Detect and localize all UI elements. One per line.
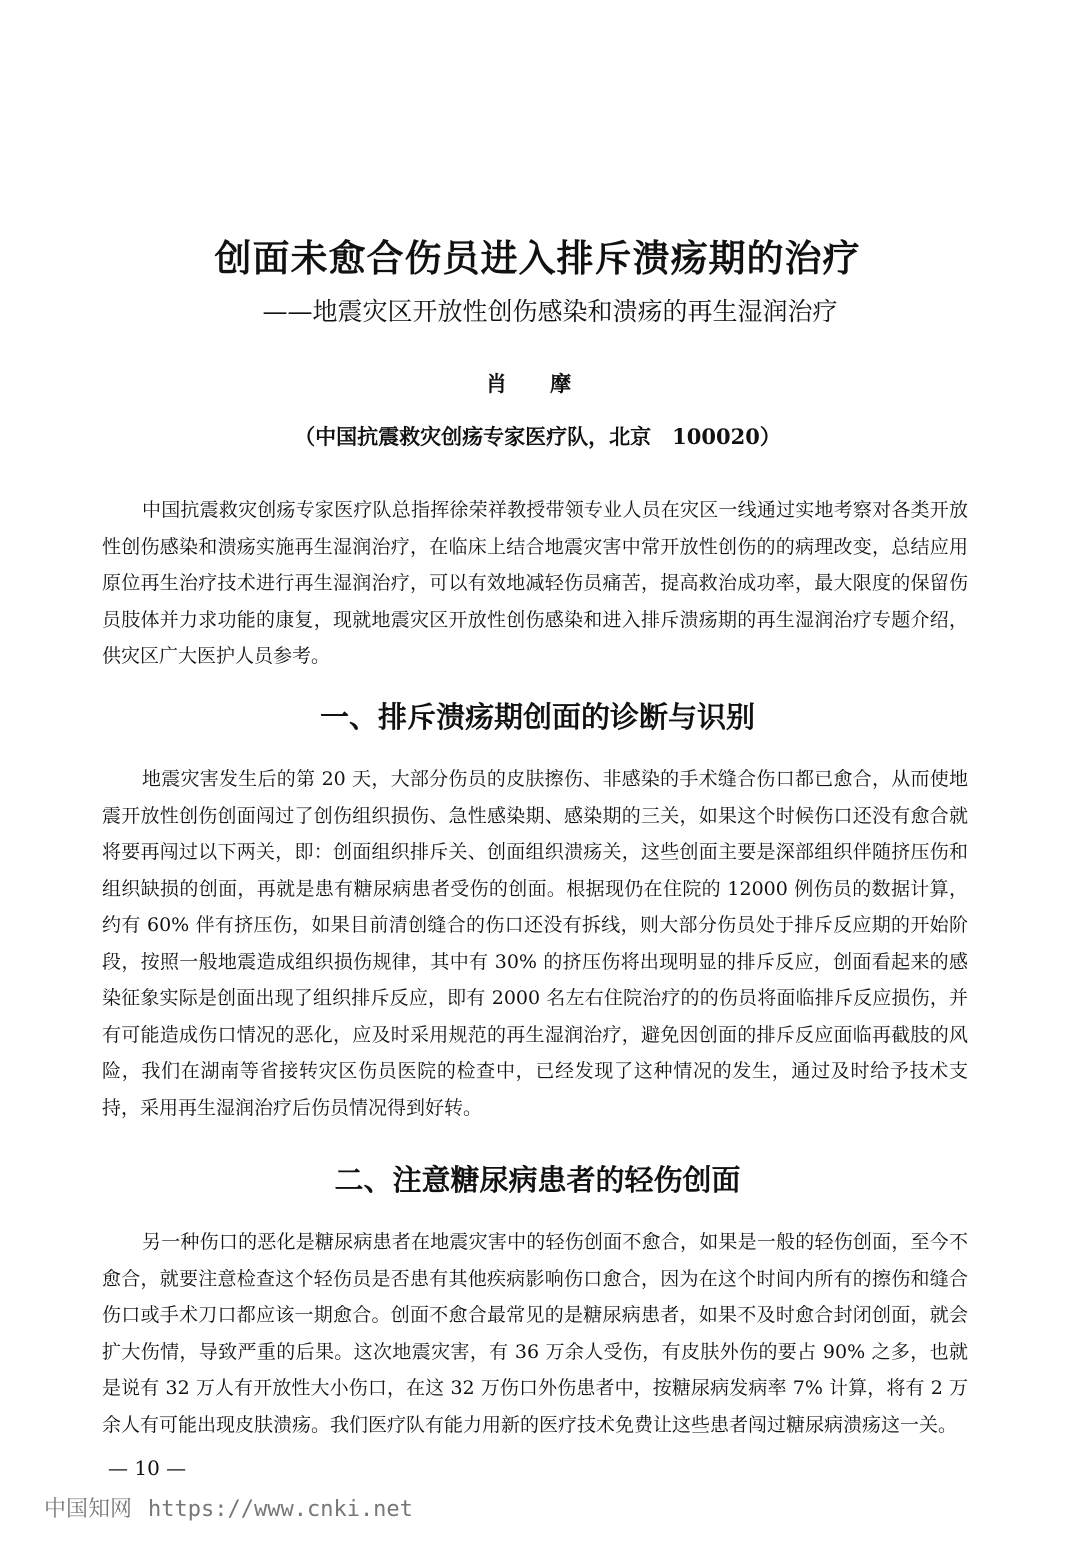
intro-paragraph: 中国抗震救灾创疡专家医疗队总指挥徐荣祥教授带领专业人员在灾区一线通过实地考察对各类开放性创伤感染和溃疡实施再生湿润治疗，在临床上结合地震灾害中常开放性创伤的的病理改变，总结应用原位再生治疗技术进行再生湿润治疗，可以有效地减轻伤员痛苦，提高救治成功率，最大限度的保留伤员肢体并力求功能的康复，现就地震灾区开放性创伤感染和进入排斥溃疡期的再生湿润治疗专题介绍，供灾区广大医护人员参考。	[102, 499, 968, 667]
section-2-heading: 二、注意糖尿病患者的轻伤创面	[334, 1163, 741, 1197]
cnki-watermark	[44, 1492, 413, 1523]
section-2-paragraph: 另一种伤口的恶化是糖尿病患者在地震灾害中的轻伤创面不愈合，如果是一般的轻伤创面，至今不愈合，就要注意检查这个轻伤员是否患有其他疾病影响伤口愈合，因为在这个时间内所有的擦伤和缝合伤口或手术刀口都应该一期愈合。创面不愈合最常见的是糖尿病患者，如果不及时愈合封闭创面，就会扩大伤情，导致严重的后果。这次地震灾害，有 36 万余人受伤，有皮肤外伤的要占 90% 之多，也就是说有 32 万人有开放性大小伤口，在这 32 万伤口外伤患者中，按糖尿病发病率 7% 计算，将有 2 万余人有可能出现皮肤溃疡。我们医疗队有能力用新的医疗技术免费让这些患者闯过糖尿病溃疡这一关。	[102, 1231, 968, 1436]
watermark-url: https://www.cnki.net	[148, 1497, 413, 1522]
author-name: 肖 摩	[485, 371, 590, 396]
article-subtitle: ——地震灾区开放性创伤感染和溃疡的再生湿润治疗	[262, 297, 838, 326]
author-affiliation: （中国抗震救灾创疡专家医疗队，北京 100020）	[294, 424, 781, 449]
watermark-text: 中国知网	[44, 1497, 133, 1522]
article-title: 创面未愈合伤员进入排斥溃疡期的治疗	[214, 237, 861, 280]
section-1-heading: 一、排斥溃疡期创面的诊断与识别	[319, 700, 755, 734]
page-number: — 10 —	[108, 1456, 187, 1480]
section-1-paragraph: 地震灾害发生后的第 20 天，大部分伤员的皮肤擦伤、非感染的手术缝合伤口都已愈合，从而使地震开放性创伤创面闯过了创伤组织损伤、急性感染期、感染期的三关，如果这个时候伤口还没有愈合就将要再闯过以下两关，即：创面组织排斥关、创面组织溃疡关，这些创面主要是深部组织伴随挤压伤和组织缺损的创面，再就是患有糖尿病患者受伤的创面。根据现仍在住院的 12000 例伤员的数据计算，约有 60% 伴有挤压伤，如果目前清创缝合的伤口还没有拆线，则大部分伤员处于排斥反应期的开始阶段，按照一般地震造成组织损伤规律，其中有 30% 的挤压伤将出现明显的排斥反应，创面看起来的感染征象实际是创面出现了组织排斥反应，即有 2000 名左右住院治疗的的伤员将面临排斥反应损伤，并有可能造成伤口情况的恶化，应及时采用规范的再生湿润治疗，避免因创面的排斥反应面临再截肢的风险，我们在湖南等省接转灾区伤员医院的检查中，已经发现了这种情况的发生，通过及时给予技术支持，采用再生湿润治疗后伤员情况得到好转。	[102, 768, 968, 1119]
